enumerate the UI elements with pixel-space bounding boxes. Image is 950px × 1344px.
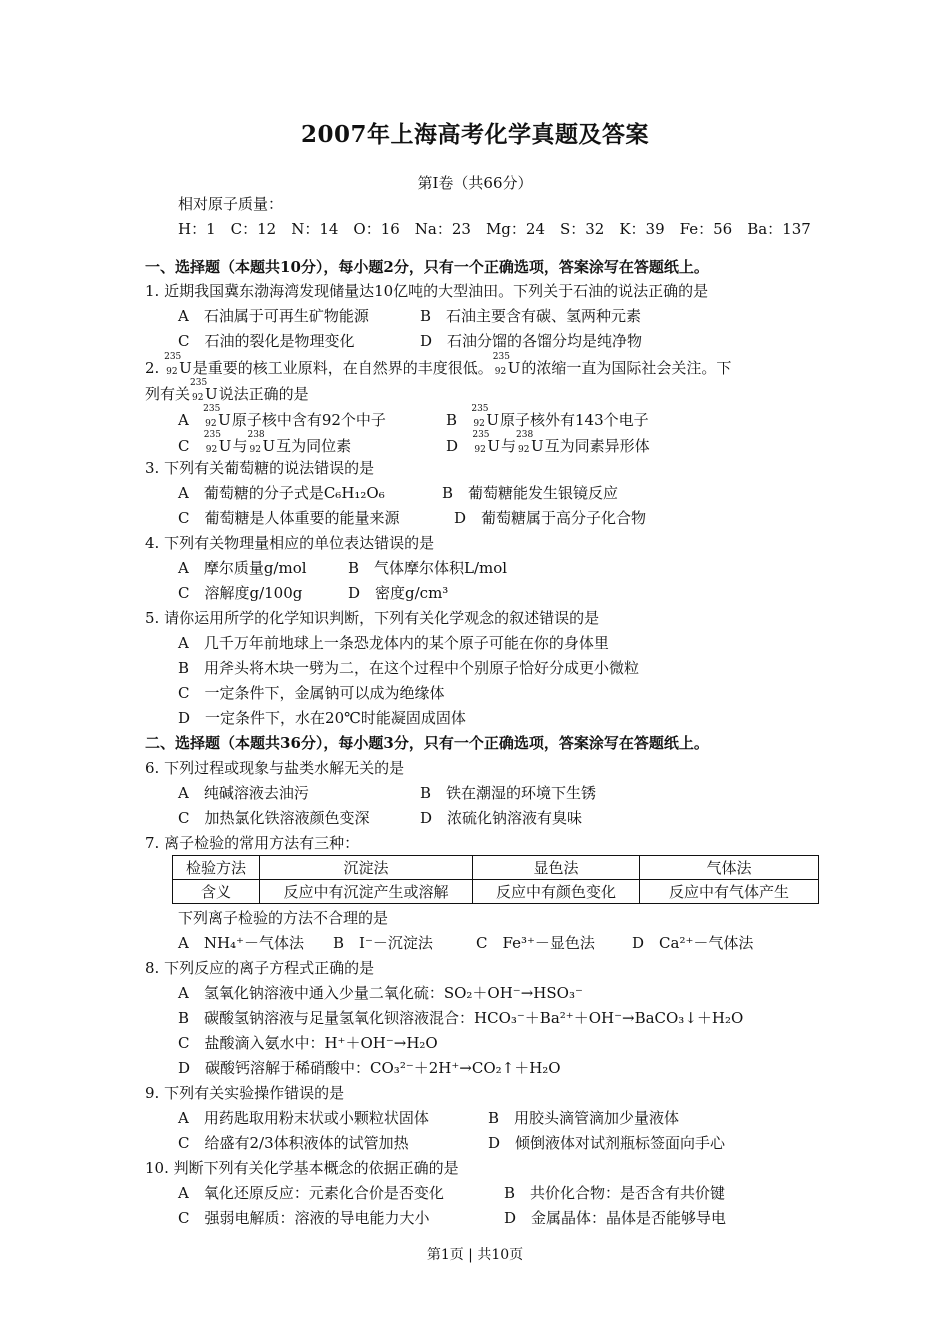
q5-option-b: B 用斧头将木块一劈为二，在这个过程中个别原子恰好分成更小微粒 [178, 659, 640, 677]
q2-stem-line1 [145, 352, 732, 378]
section-2-heading: 二、选择题（本题共36分），每小题3分，只有一个正确选项，答案涂写在答题纸上。 [145, 734, 709, 752]
table-cell: 反应中有气体产生 [640, 880, 819, 904]
q8-option-d: D 碳酸钙溶解于稀硝酸中：CO₃²⁻＋2H⁺→CO₂↑＋H₂O [178, 1059, 561, 1077]
page-title: 2007年上海高考化学真题及答案 [300, 121, 649, 148]
q10-stem: 10. 判断下列有关化学基本概念的依据正确的是 [145, 1159, 459, 1177]
q2-option-b: B 235 92 U原子核外有143个电子 [446, 404, 649, 429]
q6-option-a: A 纯碱溶液去油污 [178, 784, 309, 802]
atomic-mass-label: 相对原子质量： [178, 195, 284, 213]
q7-stem: 7. 离子检验的常用方法有三种： [145, 834, 360, 852]
q9-option-a: A 用药匙取用粉末状或小颗粒状固体 [178, 1109, 429, 1127]
q2-option-d: D 235 92 U与 238 92 U互为同素异形体 [446, 430, 650, 455]
table-cell: 反应中有沉淀产生或溶解 [260, 880, 473, 904]
q7-option-d: D Ca²⁺－气体法 [632, 934, 754, 952]
q8-option-b: B 碳酸氢钠溶液与足量氢氧化钡溶液混合：HCO₃⁻＋Ba²⁺＋OH⁻→BaCO₃↓＋H₂O [178, 1009, 744, 1027]
table-cell: 检验方法 [173, 856, 260, 880]
section-1-heading: 一、选择题（本题共10分），每小题2分，只有一个正确选项，答案涂写在答题纸上。 [145, 258, 709, 276]
table-header-row [173, 856, 819, 880]
q4-option-a: A 摩尔质量g/mol [178, 559, 307, 577]
q9-option-b: B 用胶头滴管滴加少量液体 [488, 1109, 680, 1127]
q2-option-a: A 235 92 U原子核中含有92个中子 [178, 404, 386, 429]
q6-stem: 6. 下列过程或现象与盐类水解无关的是 [145, 759, 405, 777]
ion-test-table [172, 855, 819, 904]
q5-option-a: A 几千万年前地球上一条恐龙体内的某个原子可能在你的身体里 [178, 634, 609, 652]
q4-option-b: B 气体摩尔体积L/mol [348, 559, 508, 577]
q5-option-d: D 一定条件下，水在20℃时能凝固成固体 [178, 709, 466, 727]
q9-stem: 9. 下列有关实验操作错误的是 [145, 1084, 345, 1102]
atomic-masses: H：1 C：12 N：14 O：16 Na：23 Mg：24 S：32 K：39 Fe：56 Ba：137 [178, 220, 811, 238]
q8-option-a: A 氢氧化钠溶液中通入少量二氧化硫：SO₂＋OH⁻→HSO₃⁻ [178, 984, 583, 1002]
table-cell: 气体法 [640, 856, 819, 880]
q2-stem-text1: 是重要的核工业原料，在自然界的丰度很低。 [192, 359, 493, 377]
q4-stem: 4. 下列有关物理量相应的单位表达错误的是 [145, 534, 435, 552]
page-footer: 第1页 | 共10页 [426, 1247, 524, 1263]
table-cell: 沉淀法 [260, 856, 473, 880]
q1-option-b: B 石油主要含有碳、氢两种元素 [420, 307, 642, 325]
table-cell: 显色法 [473, 856, 640, 880]
q2-stem-text2: 的浓缩一直为国际社会关注。下 [521, 359, 732, 377]
q5-option-c: C 一定条件下，金属钠可以成为绝缘体 [178, 684, 445, 702]
q10-option-a: A 氧化还原反应：元素化合价是否变化 [178, 1184, 444, 1202]
table-row [173, 880, 819, 904]
paper-part: 第Ⅰ卷（共66分） [417, 174, 533, 192]
q7-substem: 下列离子检验的方法不合理的是 [178, 909, 389, 927]
q3-option-a: A 葡萄糖的分子式是C₆H₁₂O₆ [178, 484, 385, 502]
q1-option-d: D 石油分馏的各馏分均是纯净物 [420, 332, 643, 350]
table-cell: 反应中有颜色变化 [473, 880, 640, 904]
q2-stem-line2: 列有关 235 92 U说法正确的是 [145, 378, 309, 403]
q1-option-c: C 石油的裂化是物理变化 [178, 332, 355, 350]
q3-option-d: D 葡萄糖属于高分子化合物 [454, 509, 647, 527]
q6-option-c: C 加热氯化铁溶液颜色变深 [178, 809, 370, 827]
q10-option-d: D 金属晶体：晶体是否能够导电 [504, 1209, 727, 1227]
q7-option-a: A NH₄⁺－气体法 [178, 934, 304, 952]
u235-nuclide: 235 92 U [164, 352, 192, 377]
u235-nuclide: 235 92 U [492, 352, 521, 377]
q3-option-b: B 葡萄糖能发生银镜反应 [442, 484, 619, 502]
q10-option-b: B 共价化合物：是否含有共价键 [504, 1184, 726, 1202]
q3-stem: 3. 下列有关葡萄糖的说法错误的是 [145, 459, 375, 477]
q7-option-c: C Fe³⁺－显色法 [476, 934, 595, 952]
q2-number: 2. [145, 359, 160, 377]
q8-option-c: C 盐酸滴入氨水中：H⁺＋OH⁻→H₂O [178, 1034, 438, 1052]
q3-option-c: C 葡萄糖是人体重要的能量来源 [178, 509, 400, 527]
q6-option-b: B 铁在潮湿的环境下生锈 [420, 784, 597, 802]
q2-option-c: C 235 92 U与 238 92 U互为同位素 [178, 430, 352, 455]
q7-option-b: B I⁻－沉淀法 [333, 934, 433, 952]
q4-option-d: D 密度g/cm³ [348, 584, 449, 602]
q5-stem: 5. 请你运用所学的化学知识判断，下列有关化学观念的叙述错误的是 [145, 609, 600, 627]
q8-stem: 8. 下列反应的离子方程式正确的是 [145, 959, 375, 977]
table-cell: 含义 [173, 880, 260, 904]
u235-nuclide: 235 92 U [190, 378, 218, 403]
q6-option-d: D 浓硫化钠溶液有臭味 [420, 809, 583, 827]
q1-stem: 1. 近期我国冀东渤海湾发现储量达10亿吨的大型油田。下列关于石油的说法正确的是 [145, 282, 709, 300]
q1-option-a: A 石油属于可再生矿物能源 [178, 307, 369, 325]
q9-option-c: C 给盛有2/3体积液体的试管加热 [178, 1134, 409, 1152]
q10-option-c: C 强弱电解质：溶液的导电能力大小 [178, 1209, 430, 1227]
q9-option-d: D 倾倒液体对试剂瓶标签面向手心 [488, 1134, 726, 1152]
q4-option-c: C 溶解度g/100g [178, 584, 303, 602]
